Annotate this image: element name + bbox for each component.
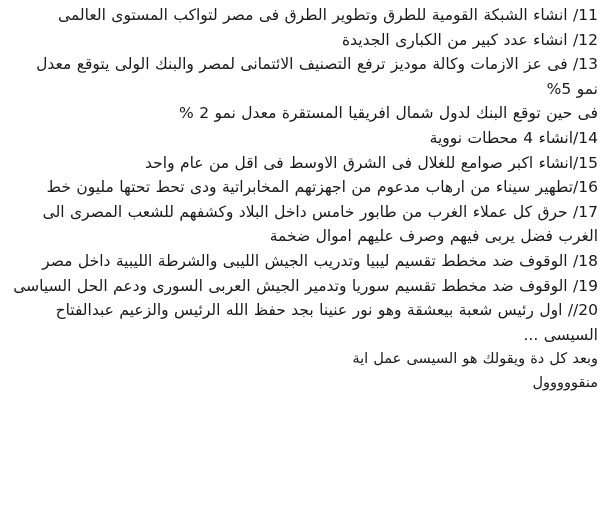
list-item-19: 19/ الوقوف ضد مخطط تقسيم سوريا وتدمير الجيش العربى السورى ودعم الحل السياسى xyxy=(13,276,598,295)
list-item-18: 18/ الوقوف ضد مخطط تقسيم ليبيا وتدريب الجيش الليبى والشرطة الليبية داخل مصر xyxy=(42,251,598,270)
list-item-14: 14/انشاء 4 محطات نووية xyxy=(429,128,598,147)
list-item-20: 20// اول رئيس شعبة بيعشقة وهو نور عنينا بجد حفظ الله الرئيس والزعيم عبدالفتاح السيسى ... xyxy=(55,301,598,344)
list-item-13: 13/ فى عز الازمات وكالة موديز ترفع التصنيف الائتمانى لمصر والبنك الولى يتوقع معدل نمو 5% xyxy=(36,55,598,98)
list-item-17: 17/ حرق كل عملاء الغرب من طابور خامس داخل البلاد وكشفهم للشعب المصرى الى الغرب فضل يربى فيهم وصرف عليهم اموال ضخمة xyxy=(42,202,598,246)
list-item-15: 15/انشاء اكبر صوامع للغلال فى الشرق الاوسط فى اقل من عام واحد xyxy=(145,153,598,172)
list-item-13-continued: فى حين توقع البنك لدول شمال افريقيا المستقرة معدل نمو 2 % xyxy=(179,104,598,123)
closing-signoff: منقووووول xyxy=(532,375,598,392)
list-item-11: 11/ انشاء الشبكة القومية للطرق وتطوير الطرق فى مصر لتواكب المستوى العالمى xyxy=(58,6,598,24)
list-item-16: 16/تطهير سيناء من ارهاب مدعوم من اجهزتهم المخابراتية ودى تحط تحتها مليون خط xyxy=(46,178,598,197)
closing-line: وبعد كل دة ويقولك هو السيسى عمل اية xyxy=(352,351,598,368)
list-item-12: 12/ انشاء عدد كبير من الكبارى الجديدة xyxy=(342,30,598,49)
